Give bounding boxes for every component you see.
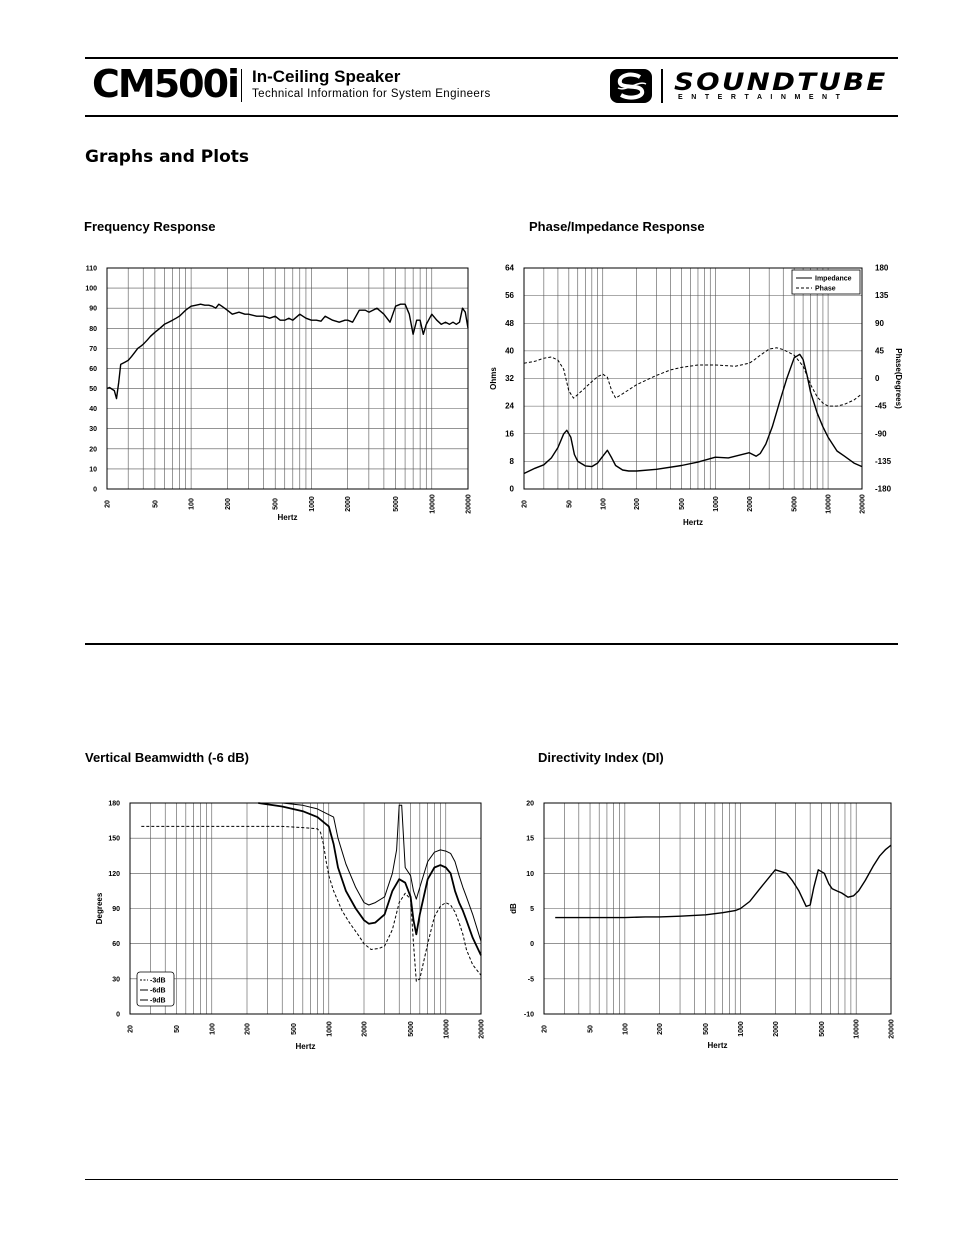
y-tick-label: 32	[505, 374, 514, 383]
chart-freq	[85, 266, 472, 523]
x-tick-label: 50	[174, 1025, 182, 1033]
y-tick-label: 90	[112, 906, 120, 913]
x-tick-label: 20	[541, 1025, 549, 1033]
x-tick-label: 20000	[888, 1019, 896, 1039]
x-tick-label: 500	[272, 498, 280, 510]
x-tick-label: 20	[104, 500, 112, 508]
series-line-Impedance	[524, 354, 862, 473]
y-tick-label: 50	[89, 386, 97, 394]
y-tick-label: 20	[89, 446, 97, 454]
y-tick-label: 150	[108, 835, 120, 843]
x-tick-label: 100	[622, 1023, 630, 1035]
x-tick-label: 2000	[746, 496, 754, 512]
x-axis-title: Hertz	[707, 1041, 728, 1050]
brand-subtitle: E N T E R T A I N M E N T	[678, 94, 844, 101]
x-tick-label: 500	[703, 1023, 711, 1035]
y-tick-label: 90	[89, 305, 97, 313]
x-tick-label: 100	[600, 498, 608, 510]
y2-tick-label: 45	[875, 346, 884, 356]
legend-label: -3dB	[150, 977, 166, 985]
chart-phase	[489, 264, 903, 528]
x-tick-label: 5000	[791, 496, 799, 512]
y-tick-label: 16	[505, 429, 514, 439]
legend-label: -9dB	[150, 997, 166, 1005]
y2-tick-label: 135	[875, 291, 889, 301]
legend-label: -6dB	[150, 987, 166, 995]
y-tick-label: 110	[85, 265, 97, 273]
x-tick-label: 500	[291, 1023, 299, 1035]
chart-title-directivity-index: Directivity Index (DI)	[538, 750, 664, 765]
x-axis-title: Hertz	[277, 513, 298, 522]
x-tick-label: 10000	[825, 494, 833, 514]
y-tick-label: 10	[89, 466, 97, 474]
series-line-0	[107, 304, 468, 398]
series-line--9dB	[258, 803, 481, 941]
y-tick-label: 120	[108, 870, 120, 878]
y-axis-title: Ohms	[489, 367, 498, 390]
y-tick-label: 5	[530, 906, 534, 913]
series-line-0	[555, 845, 891, 917]
x-axis-title: Hertz	[295, 1042, 316, 1051]
y-tick-label: 0	[93, 486, 97, 494]
x-tick-label: 200	[224, 498, 232, 510]
legend-label: Impedance	[815, 275, 852, 283]
series-line--6dB	[258, 803, 481, 955]
x-tick-label: 1000	[326, 1021, 334, 1037]
x-tick-label: 50	[587, 1025, 595, 1033]
x-tick-label: 200	[657, 1023, 665, 1035]
x-tick-label: 1000	[712, 496, 720, 512]
x-tick-label: 10000	[429, 494, 437, 514]
x-tick-label: 20	[127, 1025, 135, 1033]
model-name: CM500i	[92, 62, 239, 106]
chart-title-frequency-response: Frequency Response	[84, 219, 216, 234]
x-tick-label: 20000	[859, 494, 867, 514]
y-tick-label: 15	[526, 835, 534, 843]
x-tick-label: 2000	[361, 1021, 369, 1037]
x-tick-label: 1000	[308, 496, 316, 512]
x-tick-label: 20000	[478, 1019, 486, 1039]
x-tick-label: 100	[209, 1023, 217, 1035]
y-tick-label: 10	[526, 870, 534, 878]
x-tick-label: 200	[244, 1023, 252, 1035]
x-tick-label: 20000	[465, 494, 473, 514]
y-tick-label: 40	[505, 346, 514, 356]
brand-name: SOUNDTUBE	[674, 68, 888, 96]
x-tick-label: 500	[679, 498, 687, 510]
series-line-Phase	[524, 348, 862, 406]
y-tick-label: 40	[89, 406, 97, 414]
y-tick-label: -10	[523, 1011, 534, 1019]
y-tick-label: 0	[509, 484, 514, 494]
y2-axis-title: Phase(Degrees)	[894, 348, 903, 409]
x-tick-label: 1000	[738, 1021, 746, 1037]
x-tick-label: 50	[152, 500, 160, 508]
y-tick-label: 64	[505, 263, 514, 273]
y2-tick-label: 0	[875, 374, 880, 383]
legend-label: Phase	[815, 285, 836, 293]
y-tick-label: 0	[116, 1011, 120, 1019]
x-tick-label: 2000	[345, 496, 353, 512]
y2-tick-label: -135	[875, 456, 892, 466]
y2-tick-label: 90	[875, 318, 884, 328]
y2-tick-label: 180	[875, 263, 889, 273]
y2-tick-label: -180	[875, 484, 892, 494]
x-tick-label: 20	[521, 500, 529, 508]
y2-tick-label: -45	[875, 401, 887, 411]
y-tick-label: 20	[526, 800, 534, 808]
y-tick-label: -5	[527, 976, 534, 984]
y-tick-label: 70	[89, 345, 97, 353]
x-tick-label: 5000	[818, 1021, 826, 1037]
x-tick-label: 5000	[393, 496, 401, 512]
y-tick-label: 8	[509, 456, 514, 466]
y-tick-label: 60	[89, 365, 97, 373]
y-tick-label: 180	[108, 800, 120, 808]
x-tick-label: 10000	[443, 1019, 451, 1039]
chart-title-phase-impedance: Phase/Impedance Response	[529, 219, 705, 234]
y-tick-label: 80	[89, 325, 97, 333]
plot-frame	[107, 268, 468, 489]
y-tick-label: 48	[505, 318, 514, 328]
y-tick-label: 30	[89, 426, 97, 434]
y-tick-label: 30	[112, 976, 120, 984]
y-tick-label: 56	[505, 291, 514, 301]
y-axis-title: Degrees	[95, 892, 104, 925]
series-line--3dB	[141, 826, 481, 981]
x-tick-label: 100	[188, 498, 196, 510]
x-tick-label: 50	[566, 500, 574, 508]
y-tick-label: 60	[112, 941, 120, 949]
product-tagline: Technical Information for System Engineers	[252, 88, 491, 100]
y-tick-label: 24	[505, 401, 514, 411]
x-tick-label: 2000	[772, 1021, 780, 1037]
chart-di	[509, 801, 896, 1051]
x-axis-title: Hertz	[682, 518, 704, 527]
y-tick-label: 0	[530, 941, 534, 949]
x-tick-label: 10000	[853, 1019, 861, 1039]
x-tick-label: 5000	[408, 1021, 416, 1037]
y2-tick-label: -90	[875, 429, 887, 439]
chart-title-vertical-beamwidth: Vertical Beamwidth (-6 dB)	[85, 750, 249, 765]
section-title: Graphs and Plots	[85, 147, 249, 167]
product-subtitle: In-Ceiling Speaker	[252, 67, 401, 86]
x-tick-label: 200	[634, 498, 642, 510]
chart-beam	[95, 801, 486, 1052]
y-axis-title: dB	[509, 903, 518, 914]
y-tick-label: 100	[85, 285, 97, 293]
